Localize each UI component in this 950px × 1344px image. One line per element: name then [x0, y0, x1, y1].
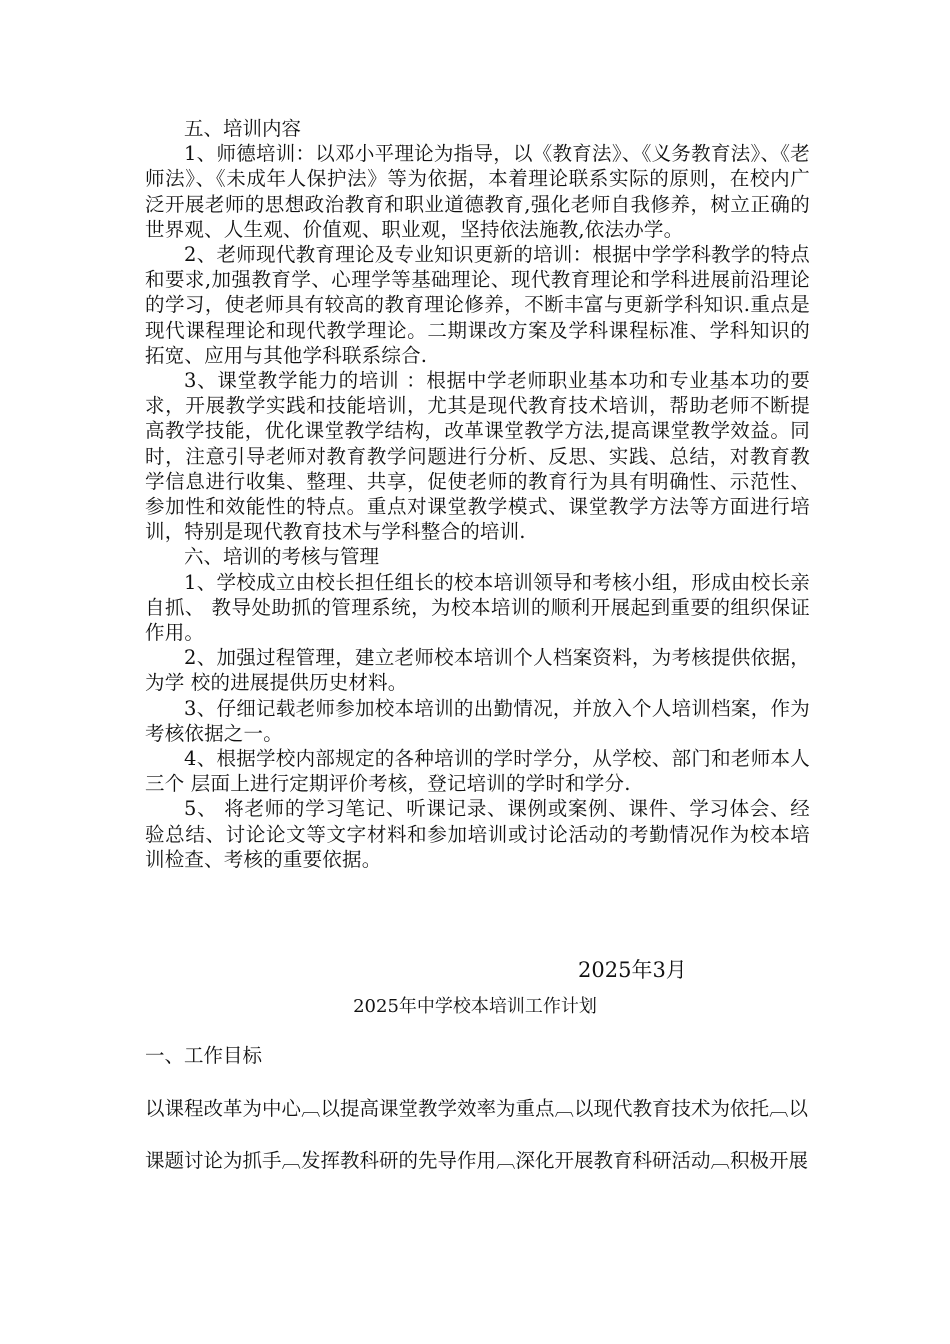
paragraph-assessment-2: 2、加强过程管理，建立老师校本培训个人档案资料，为考核提供依据，为学 校的进展提供历史材料。 — [145, 646, 810, 695]
paragraph-goals-2: 课题讨论为抓手︹发挥教科研的先导作用︹深化开展教育科研活动︹积极开展 — [145, 1149, 809, 1172]
paragraph-theory-training: 2、老师现代教育理论及专业知识更新的培训：根据中学学科教学的特点和要求,加强教育学、心理学等基础理论、现代教育理论和学科进展前沿理论的学习，使老师具有较高的教育理论修养，不断丰富与更新学科知识.重点是现代课程理论和现代教学理论。二期课改方案及学科课程标准、学科知识的拓宽、应用与其他学科联系综合. — [145, 243, 810, 367]
document-body — [145, 116, 810, 872]
document-date: 2025年3月 — [578, 958, 687, 982]
paragraph-assessment-3: 3、仔细记载老师参加校本培训的出勤情况，并放入个人培训档案，作为考核依据之一。 — [145, 696, 810, 745]
section-heading-goals: 一、工作目标 — [145, 1044, 263, 1067]
section-heading-assessment: 六、培训的考核与管理 — [184, 545, 380, 569]
paragraph-ethics-training: 1、师德培训：以邓小平理论为指导，以《教育法》、《义务教育法》、《老师法》、《未成年人保护法》等为依据，本着理论联系实际的原则，在校内广泛开展老师的思想政治教育和职业道德教育,强化老师自我修养，树立正确的世界观、人生观、价值观、职业观，坚持依法施教,依法办学。 — [145, 142, 810, 241]
document-title: 2025年中学校本培训工作计划 — [353, 996, 597, 1017]
paragraph-assessment-1: 1、学校成立由校长担任组长的校本培训领导和考核小组，形成由校长亲自抓、 教导处助抓的管理系统，为校本培训的顺利开展起到重要的组织保证作用。 — [145, 570, 810, 645]
paragraph-assessment-4: 4、根据学校内部规定的各种培训的学时学分，从学校、部门和老师本人三个 层面上进行定期评价考核，登记培训的学时和学分. — [145, 747, 810, 796]
paragraph-goals-1: 以课程改革为中心︹以提高课堂教学效率为重点︹以现代教育技术为依托︹以 — [145, 1097, 809, 1120]
plan-section — [145, 1043, 810, 1200]
paragraph-classroom-training: 3、课堂教学能力的培训 ：根据中学老师职业基本功和专业基本功的要求，开展教学实践和技能培训，尤其是现代教育技术培训，帮助老师不断提高教学技能，优化课堂教学结构，改革课堂教学方法,提高课堂教学效益。同时，注意引导老师对教育教学问题进行分析、反思、实践、总结，对教育教学信息进行收集、整理、共享，促使老师的教育行为具有明确性、示范性、参加性和效能性的特点。重点对课堂教学模式、课堂教学方法等方面进行培训，特别是现代教育技术与学科整合的培训. — [145, 369, 810, 544]
section-heading-training-content: 五、培训内容 — [184, 117, 302, 140]
paragraph-assessment-5: 5、 将老师的学习笔记、听课记录、课例或案例、课件、学习体会、经验总结、讨论论文等文字材料和参加培训或讨论活动的考勤情况作为校本培训检查、考核的重要依据。 — [145, 797, 810, 871]
